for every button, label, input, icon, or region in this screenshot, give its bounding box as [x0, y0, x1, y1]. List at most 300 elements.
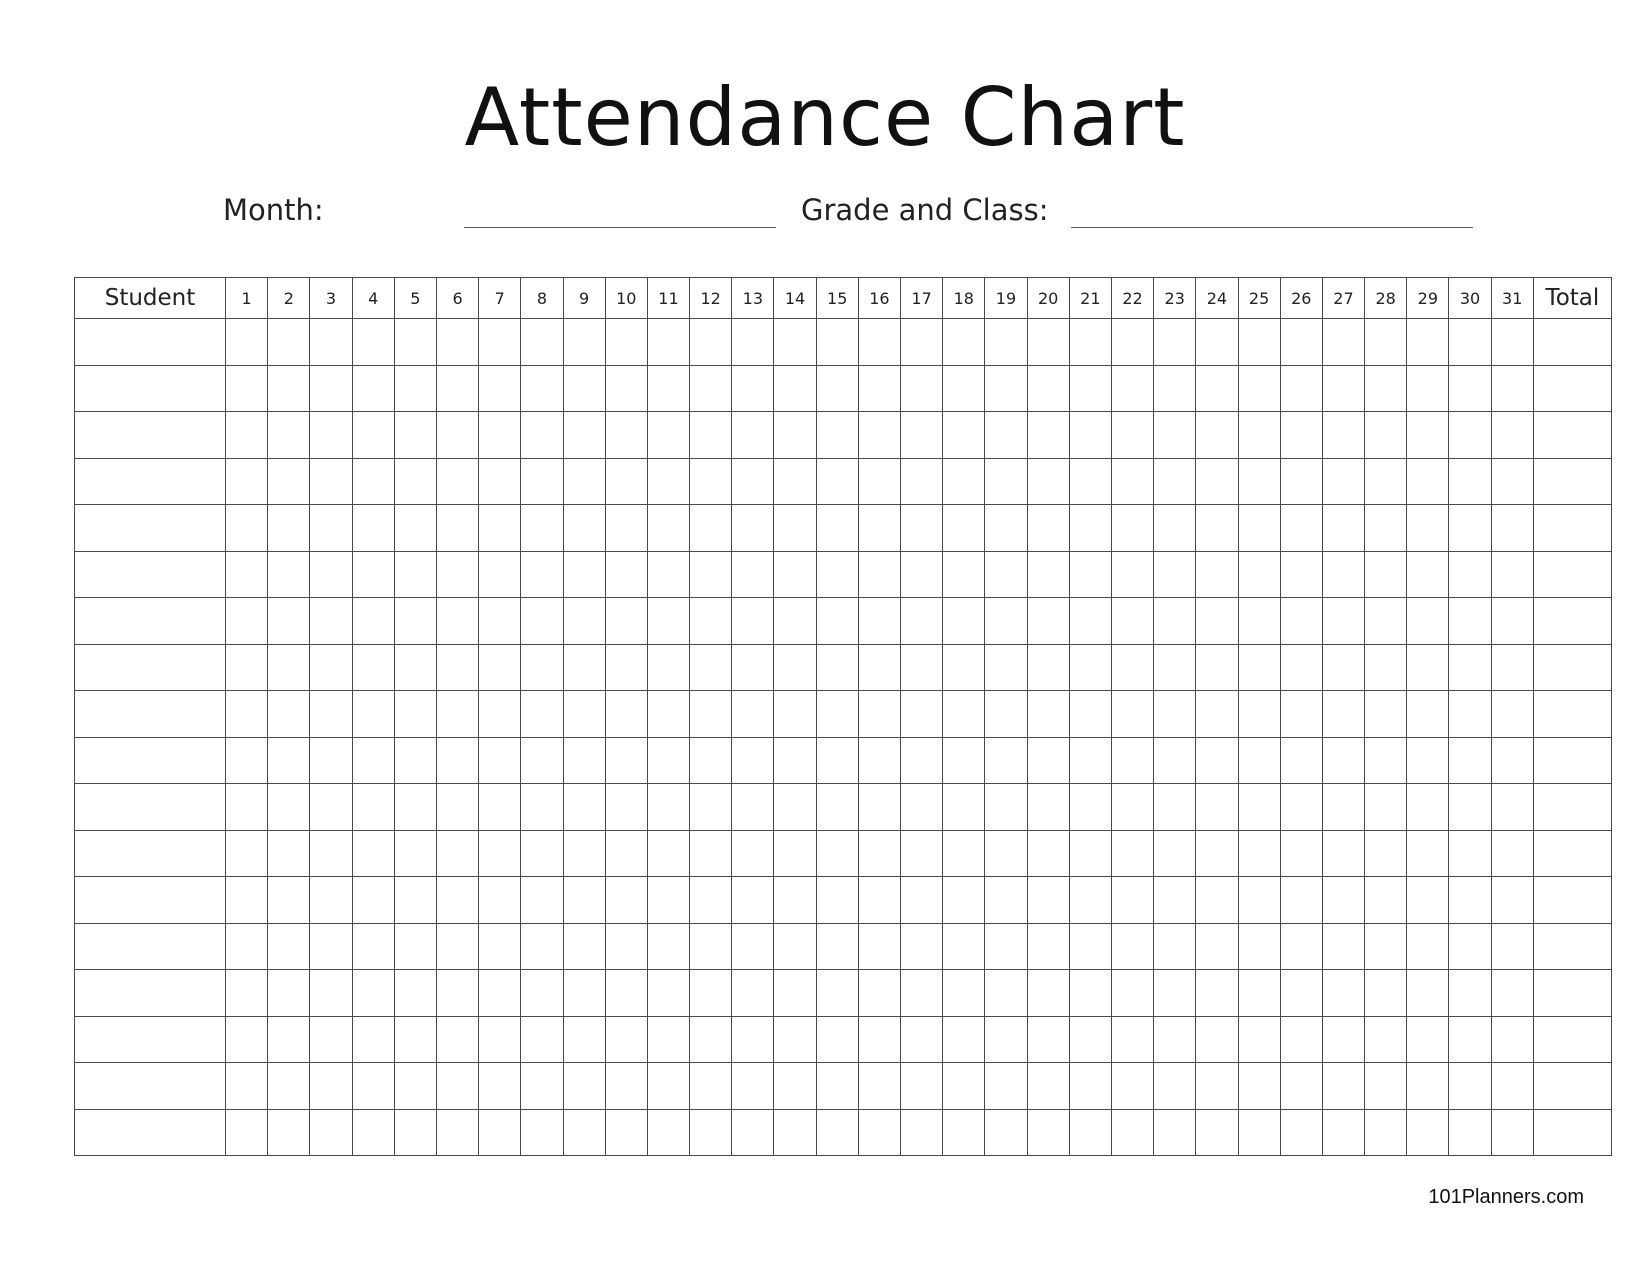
- attendance-cell[interactable]: [1027, 923, 1069, 970]
- attendance-cell[interactable]: [310, 598, 352, 645]
- attendance-cell[interactable]: [1491, 830, 1533, 877]
- attendance-cell[interactable]: [352, 551, 394, 598]
- attendance-cell[interactable]: [1407, 691, 1449, 738]
- attendance-cell[interactable]: [985, 970, 1027, 1017]
- attendance-cell[interactable]: [521, 784, 563, 831]
- attendance-cell[interactable]: [774, 319, 816, 366]
- attendance-cell[interactable]: [1280, 923, 1322, 970]
- attendance-cell[interactable]: [1027, 365, 1069, 412]
- attendance-cell[interactable]: [394, 644, 436, 691]
- attendance-cell[interactable]: [1449, 551, 1491, 598]
- attendance-cell[interactable]: [1238, 1109, 1280, 1156]
- attendance-cell[interactable]: [1196, 830, 1238, 877]
- attendance-cell[interactable]: [1027, 830, 1069, 877]
- attendance-cell[interactable]: [436, 505, 478, 552]
- attendance-cell[interactable]: [774, 877, 816, 924]
- attendance-cell[interactable]: [1069, 1063, 1111, 1110]
- attendance-cell[interactable]: [1491, 505, 1533, 552]
- attendance-cell[interactable]: [310, 970, 352, 1017]
- attendance-cell[interactable]: [732, 691, 774, 738]
- attendance-cell[interactable]: [1196, 598, 1238, 645]
- attendance-cell[interactable]: [943, 505, 985, 552]
- attendance-cell[interactable]: [1491, 458, 1533, 505]
- attendance-cell[interactable]: [901, 505, 943, 552]
- attendance-cell[interactable]: [1111, 830, 1153, 877]
- attendance-cell[interactable]: [816, 551, 858, 598]
- attendance-cell[interactable]: [605, 737, 647, 784]
- attendance-cell[interactable]: [1280, 458, 1322, 505]
- attendance-cell[interactable]: [1111, 737, 1153, 784]
- attendance-cell[interactable]: [605, 412, 647, 459]
- attendance-cell[interactable]: [1027, 970, 1069, 1017]
- attendance-cell[interactable]: [1069, 830, 1111, 877]
- attendance-cell[interactable]: [268, 784, 310, 831]
- attendance-cell[interactable]: [1365, 1109, 1407, 1156]
- attendance-cell[interactable]: [1238, 691, 1280, 738]
- attendance-cell[interactable]: [732, 784, 774, 831]
- attendance-cell[interactable]: [901, 923, 943, 970]
- attendance-cell[interactable]: [1322, 830, 1364, 877]
- attendance-cell[interactable]: [690, 365, 732, 412]
- attendance-cell[interactable]: [774, 691, 816, 738]
- attendance-cell[interactable]: [352, 365, 394, 412]
- attendance-cell[interactable]: [732, 877, 774, 924]
- attendance-cell[interactable]: [1280, 412, 1322, 459]
- attendance-cell[interactable]: [605, 365, 647, 412]
- attendance-cell[interactable]: [310, 458, 352, 505]
- attendance-cell[interactable]: [1322, 1109, 1364, 1156]
- attendance-cell[interactable]: [1111, 1109, 1153, 1156]
- attendance-cell[interactable]: [816, 412, 858, 459]
- total-cell[interactable]: [1533, 644, 1611, 691]
- attendance-cell[interactable]: [352, 691, 394, 738]
- student-name-cell[interactable]: [75, 1109, 226, 1156]
- attendance-cell[interactable]: [436, 737, 478, 784]
- attendance-cell[interactable]: [1069, 505, 1111, 552]
- attendance-cell[interactable]: [647, 970, 689, 1017]
- attendance-cell[interactable]: [436, 365, 478, 412]
- attendance-cell[interactable]: [985, 877, 1027, 924]
- total-cell[interactable]: [1533, 505, 1611, 552]
- attendance-cell[interactable]: [310, 1109, 352, 1156]
- attendance-cell[interactable]: [1365, 970, 1407, 1017]
- attendance-cell[interactable]: [1322, 598, 1364, 645]
- attendance-cell[interactable]: [1449, 458, 1491, 505]
- attendance-cell[interactable]: [647, 830, 689, 877]
- attendance-cell[interactable]: [1407, 551, 1449, 598]
- attendance-cell[interactable]: [858, 412, 900, 459]
- attendance-cell[interactable]: [1027, 551, 1069, 598]
- attendance-cell[interactable]: [1154, 412, 1196, 459]
- student-name-cell[interactable]: [75, 923, 226, 970]
- attendance-cell[interactable]: [816, 737, 858, 784]
- attendance-cell[interactable]: [943, 1016, 985, 1063]
- attendance-cell[interactable]: [858, 319, 900, 366]
- attendance-cell[interactable]: [605, 1109, 647, 1156]
- attendance-cell[interactable]: [1280, 505, 1322, 552]
- attendance-cell[interactable]: [226, 970, 268, 1017]
- attendance-cell[interactable]: [1322, 737, 1364, 784]
- attendance-cell[interactable]: [1111, 784, 1153, 831]
- attendance-cell[interactable]: [732, 365, 774, 412]
- attendance-cell[interactable]: [1027, 691, 1069, 738]
- attendance-cell[interactable]: [985, 691, 1027, 738]
- attendance-cell[interactable]: [1154, 365, 1196, 412]
- attendance-cell[interactable]: [226, 644, 268, 691]
- student-name-cell[interactable]: [75, 737, 226, 784]
- attendance-cell[interactable]: [774, 1063, 816, 1110]
- attendance-cell[interactable]: [479, 551, 521, 598]
- attendance-cell[interactable]: [1111, 598, 1153, 645]
- attendance-cell[interactable]: [521, 598, 563, 645]
- attendance-cell[interactable]: [1322, 644, 1364, 691]
- attendance-cell[interactable]: [1196, 458, 1238, 505]
- attendance-cell[interactable]: [1027, 505, 1069, 552]
- attendance-cell[interactable]: [858, 644, 900, 691]
- total-cell[interactable]: [1533, 691, 1611, 738]
- attendance-cell[interactable]: [858, 505, 900, 552]
- attendance-cell[interactable]: [690, 877, 732, 924]
- attendance-cell[interactable]: [1449, 644, 1491, 691]
- attendance-cell[interactable]: [310, 923, 352, 970]
- attendance-cell[interactable]: [1449, 691, 1491, 738]
- attendance-cell[interactable]: [1365, 365, 1407, 412]
- attendance-cell[interactable]: [563, 412, 605, 459]
- attendance-cell[interactable]: [1111, 1016, 1153, 1063]
- attendance-cell[interactable]: [858, 784, 900, 831]
- attendance-cell[interactable]: [268, 1109, 310, 1156]
- attendance-cell[interactable]: [1365, 551, 1407, 598]
- attendance-cell[interactable]: [1196, 784, 1238, 831]
- attendance-cell[interactable]: [310, 412, 352, 459]
- attendance-cell[interactable]: [1449, 737, 1491, 784]
- attendance-cell[interactable]: [226, 412, 268, 459]
- attendance-cell[interactable]: [1491, 877, 1533, 924]
- attendance-cell[interactable]: [858, 598, 900, 645]
- attendance-cell[interactable]: [1449, 830, 1491, 877]
- attendance-cell[interactable]: [310, 551, 352, 598]
- attendance-cell[interactable]: [732, 551, 774, 598]
- attendance-cell[interactable]: [1027, 1063, 1069, 1110]
- attendance-cell[interactable]: [858, 1063, 900, 1110]
- attendance-cell[interactable]: [1407, 970, 1449, 1017]
- attendance-cell[interactable]: [690, 319, 732, 366]
- student-name-cell[interactable]: [75, 970, 226, 1017]
- total-cell[interactable]: [1533, 1016, 1611, 1063]
- attendance-cell[interactable]: [647, 505, 689, 552]
- attendance-cell[interactable]: [1069, 1109, 1111, 1156]
- attendance-cell[interactable]: [858, 458, 900, 505]
- student-name-cell[interactable]: [75, 412, 226, 459]
- attendance-cell[interactable]: [1491, 319, 1533, 366]
- attendance-cell[interactable]: [563, 1109, 605, 1156]
- attendance-cell[interactable]: [690, 1109, 732, 1156]
- attendance-cell[interactable]: [394, 458, 436, 505]
- attendance-cell[interactable]: [436, 458, 478, 505]
- student-name-cell[interactable]: [75, 644, 226, 691]
- attendance-cell[interactable]: [1322, 551, 1364, 598]
- attendance-cell[interactable]: [563, 551, 605, 598]
- attendance-cell[interactable]: [479, 458, 521, 505]
- attendance-cell[interactable]: [985, 923, 1027, 970]
- attendance-cell[interactable]: [1280, 691, 1322, 738]
- attendance-cell[interactable]: [1449, 923, 1491, 970]
- attendance-cell[interactable]: [1238, 319, 1280, 366]
- attendance-cell[interactable]: [1069, 877, 1111, 924]
- attendance-cell[interactable]: [436, 644, 478, 691]
- attendance-cell[interactable]: [268, 737, 310, 784]
- attendance-cell[interactable]: [394, 737, 436, 784]
- attendance-cell[interactable]: [479, 970, 521, 1017]
- attendance-cell[interactable]: [1449, 784, 1491, 831]
- attendance-cell[interactable]: [1407, 830, 1449, 877]
- attendance-cell[interactable]: [1449, 1016, 1491, 1063]
- attendance-cell[interactable]: [985, 505, 1027, 552]
- attendance-cell[interactable]: [943, 923, 985, 970]
- attendance-cell[interactable]: [1322, 877, 1364, 924]
- attendance-cell[interactable]: [1196, 365, 1238, 412]
- attendance-cell[interactable]: [943, 1063, 985, 1110]
- attendance-cell[interactable]: [1280, 737, 1322, 784]
- attendance-cell[interactable]: [1449, 1109, 1491, 1156]
- attendance-cell[interactable]: [563, 365, 605, 412]
- attendance-cell[interactable]: [226, 830, 268, 877]
- attendance-cell[interactable]: [1027, 1016, 1069, 1063]
- attendance-cell[interactable]: [479, 877, 521, 924]
- attendance-cell[interactable]: [563, 1063, 605, 1110]
- attendance-cell[interactable]: [563, 923, 605, 970]
- attendance-cell[interactable]: [479, 784, 521, 831]
- attendance-cell[interactable]: [943, 598, 985, 645]
- attendance-cell[interactable]: [268, 505, 310, 552]
- attendance-cell[interactable]: [394, 923, 436, 970]
- attendance-cell[interactable]: [1407, 877, 1449, 924]
- attendance-cell[interactable]: [1154, 691, 1196, 738]
- attendance-cell[interactable]: [943, 551, 985, 598]
- attendance-cell[interactable]: [1196, 970, 1238, 1017]
- attendance-cell[interactable]: [310, 1016, 352, 1063]
- attendance-cell[interactable]: [1238, 365, 1280, 412]
- attendance-cell[interactable]: [1027, 784, 1069, 831]
- attendance-cell[interactable]: [985, 365, 1027, 412]
- total-cell[interactable]: [1533, 319, 1611, 366]
- attendance-cell[interactable]: [985, 598, 1027, 645]
- attendance-cell[interactable]: [563, 877, 605, 924]
- attendance-cell[interactable]: [1407, 1016, 1449, 1063]
- attendance-cell[interactable]: [605, 691, 647, 738]
- attendance-cell[interactable]: [436, 319, 478, 366]
- attendance-cell[interactable]: [943, 644, 985, 691]
- total-cell[interactable]: [1533, 830, 1611, 877]
- attendance-cell[interactable]: [1491, 412, 1533, 459]
- attendance-cell[interactable]: [732, 458, 774, 505]
- attendance-cell[interactable]: [521, 737, 563, 784]
- attendance-cell[interactable]: [1111, 877, 1153, 924]
- attendance-cell[interactable]: [605, 551, 647, 598]
- attendance-cell[interactable]: [816, 970, 858, 1017]
- attendance-cell[interactable]: [1111, 551, 1153, 598]
- attendance-cell[interactable]: [1027, 598, 1069, 645]
- attendance-cell[interactable]: [774, 505, 816, 552]
- attendance-cell[interactable]: [1027, 737, 1069, 784]
- attendance-cell[interactable]: [226, 737, 268, 784]
- attendance-cell[interactable]: [1238, 598, 1280, 645]
- attendance-cell[interactable]: [268, 1016, 310, 1063]
- attendance-cell[interactable]: [816, 830, 858, 877]
- attendance-cell[interactable]: [1196, 412, 1238, 459]
- attendance-cell[interactable]: [479, 319, 521, 366]
- attendance-cell[interactable]: [1365, 1063, 1407, 1110]
- attendance-cell[interactable]: [690, 505, 732, 552]
- attendance-cell[interactable]: [816, 784, 858, 831]
- attendance-cell[interactable]: [268, 830, 310, 877]
- attendance-cell[interactable]: [563, 598, 605, 645]
- attendance-cell[interactable]: [690, 598, 732, 645]
- attendance-cell[interactable]: [1491, 1016, 1533, 1063]
- attendance-cell[interactable]: [226, 319, 268, 366]
- attendance-cell[interactable]: [1196, 923, 1238, 970]
- attendance-cell[interactable]: [1238, 784, 1280, 831]
- attendance-cell[interactable]: [436, 551, 478, 598]
- total-cell[interactable]: [1533, 551, 1611, 598]
- attendance-cell[interactable]: [1491, 1109, 1533, 1156]
- attendance-cell[interactable]: [1196, 1063, 1238, 1110]
- attendance-cell[interactable]: [521, 505, 563, 552]
- student-name-cell[interactable]: [75, 691, 226, 738]
- attendance-cell[interactable]: [943, 365, 985, 412]
- attendance-cell[interactable]: [1196, 644, 1238, 691]
- attendance-cell[interactable]: [816, 365, 858, 412]
- attendance-cell[interactable]: [394, 691, 436, 738]
- attendance-cell[interactable]: [436, 1109, 478, 1156]
- attendance-cell[interactable]: [774, 551, 816, 598]
- attendance-cell[interactable]: [226, 691, 268, 738]
- attendance-cell[interactable]: [605, 1063, 647, 1110]
- attendance-cell[interactable]: [901, 784, 943, 831]
- attendance-cell[interactable]: [605, 784, 647, 831]
- attendance-cell[interactable]: [352, 1016, 394, 1063]
- attendance-cell[interactable]: [1238, 877, 1280, 924]
- attendance-cell[interactable]: [647, 551, 689, 598]
- attendance-cell[interactable]: [605, 598, 647, 645]
- attendance-cell[interactable]: [521, 691, 563, 738]
- attendance-cell[interactable]: [268, 458, 310, 505]
- total-cell[interactable]: [1533, 877, 1611, 924]
- attendance-cell[interactable]: [858, 691, 900, 738]
- attendance-cell[interactable]: [1365, 877, 1407, 924]
- attendance-cell[interactable]: [226, 1016, 268, 1063]
- attendance-cell[interactable]: [647, 691, 689, 738]
- attendance-cell[interactable]: [1322, 1063, 1364, 1110]
- attendance-cell[interactable]: [1491, 784, 1533, 831]
- attendance-cell[interactable]: [268, 551, 310, 598]
- total-cell[interactable]: [1533, 784, 1611, 831]
- attendance-cell[interactable]: [1449, 505, 1491, 552]
- attendance-cell[interactable]: [943, 458, 985, 505]
- attendance-cell[interactable]: [352, 970, 394, 1017]
- attendance-cell[interactable]: [1365, 737, 1407, 784]
- attendance-cell[interactable]: [521, 1016, 563, 1063]
- attendance-cell[interactable]: [436, 1063, 478, 1110]
- attendance-cell[interactable]: [1280, 1109, 1322, 1156]
- total-cell[interactable]: [1533, 970, 1611, 1017]
- attendance-cell[interactable]: [985, 319, 1027, 366]
- attendance-cell[interactable]: [647, 1063, 689, 1110]
- attendance-cell[interactable]: [436, 923, 478, 970]
- student-name-cell[interactable]: [75, 319, 226, 366]
- attendance-cell[interactable]: [985, 458, 1027, 505]
- attendance-cell[interactable]: [774, 737, 816, 784]
- attendance-cell[interactable]: [647, 458, 689, 505]
- attendance-cell[interactable]: [901, 691, 943, 738]
- attendance-cell[interactable]: [690, 551, 732, 598]
- attendance-cell[interactable]: [732, 970, 774, 1017]
- attendance-cell[interactable]: [1407, 412, 1449, 459]
- attendance-cell[interactable]: [1196, 1109, 1238, 1156]
- attendance-cell[interactable]: [1027, 319, 1069, 366]
- attendance-cell[interactable]: [1322, 365, 1364, 412]
- attendance-cell[interactable]: [479, 598, 521, 645]
- attendance-cell[interactable]: [985, 830, 1027, 877]
- attendance-cell[interactable]: [310, 1063, 352, 1110]
- student-name-cell[interactable]: [75, 1016, 226, 1063]
- attendance-cell[interactable]: [310, 691, 352, 738]
- attendance-cell[interactable]: [310, 784, 352, 831]
- attendance-cell[interactable]: [1407, 784, 1449, 831]
- attendance-cell[interactable]: [521, 1109, 563, 1156]
- total-cell[interactable]: [1533, 598, 1611, 645]
- attendance-cell[interactable]: [774, 412, 816, 459]
- attendance-cell[interactable]: [1069, 970, 1111, 1017]
- attendance-cell[interactable]: [647, 412, 689, 459]
- attendance-cell[interactable]: [1407, 505, 1449, 552]
- attendance-cell[interactable]: [1407, 644, 1449, 691]
- attendance-cell[interactable]: [901, 1109, 943, 1156]
- attendance-cell[interactable]: [647, 365, 689, 412]
- attendance-cell[interactable]: [816, 319, 858, 366]
- attendance-cell[interactable]: [1407, 1063, 1449, 1110]
- attendance-cell[interactable]: [1322, 1016, 1364, 1063]
- attendance-cell[interactable]: [394, 505, 436, 552]
- attendance-cell[interactable]: [268, 319, 310, 366]
- attendance-cell[interactable]: [436, 784, 478, 831]
- attendance-cell[interactable]: [352, 505, 394, 552]
- total-cell[interactable]: [1533, 1109, 1611, 1156]
- attendance-cell[interactable]: [352, 923, 394, 970]
- attendance-cell[interactable]: [858, 1109, 900, 1156]
- attendance-cell[interactable]: [1027, 458, 1069, 505]
- attendance-cell[interactable]: [394, 784, 436, 831]
- total-cell[interactable]: [1533, 412, 1611, 459]
- attendance-cell[interactable]: [1449, 970, 1491, 1017]
- attendance-cell[interactable]: [352, 737, 394, 784]
- attendance-cell[interactable]: [1196, 319, 1238, 366]
- attendance-cell[interactable]: [268, 970, 310, 1017]
- attendance-cell[interactable]: [605, 1016, 647, 1063]
- attendance-cell[interactable]: [394, 1109, 436, 1156]
- attendance-cell[interactable]: [1407, 1109, 1449, 1156]
- attendance-cell[interactable]: [394, 877, 436, 924]
- attendance-cell[interactable]: [985, 551, 1027, 598]
- attendance-cell[interactable]: [1365, 691, 1407, 738]
- attendance-cell[interactable]: [690, 923, 732, 970]
- attendance-cell[interactable]: [1154, 458, 1196, 505]
- attendance-cell[interactable]: [1154, 505, 1196, 552]
- attendance-cell[interactable]: [858, 1016, 900, 1063]
- attendance-cell[interactable]: [943, 691, 985, 738]
- attendance-cell[interactable]: [394, 970, 436, 1017]
- attendance-cell[interactable]: [1196, 877, 1238, 924]
